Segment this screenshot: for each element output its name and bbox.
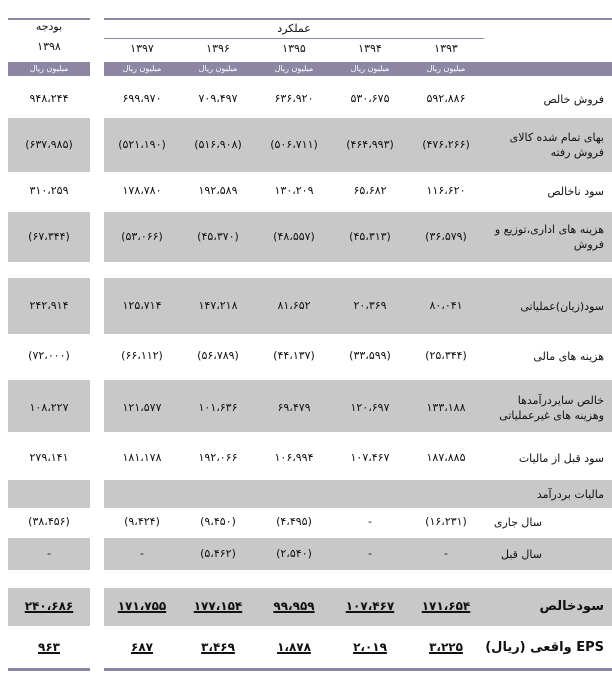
- cell: (۴،۴۹۵): [276, 515, 312, 528]
- cell: (۶۶،۱۱۲): [121, 349, 163, 362]
- cell: ۸۱،۶۵۲: [277, 299, 311, 312]
- performance-header-line: [104, 18, 612, 20]
- cell: ۵۳۰،۶۷۵: [350, 92, 390, 105]
- cell: (۵۱۶،۹۰۸): [194, 138, 242, 151]
- label-cogs: بهای تمام شده کالای فروش رفته: [509, 131, 604, 159]
- cell: (۴۴،۱۳۷): [273, 349, 315, 362]
- cell: -: [140, 547, 144, 560]
- cell: ۳،۲۲۵: [429, 640, 463, 654]
- cell: ۱،۸۷۸: [277, 640, 311, 654]
- bottom-line: [104, 668, 612, 671]
- cell: ۹۴۸،۲۴۴: [29, 92, 69, 105]
- unit-1394: میلیون ریال: [350, 64, 390, 73]
- unit-1393: میلیون ریال: [426, 64, 466, 73]
- cell: ۷۰۹،۴۹۷: [198, 92, 238, 105]
- cell: ۱۷۱،۶۵۴: [421, 599, 471, 613]
- cell: ۱۴۷،۲۱۸: [198, 299, 238, 312]
- cell: (۲،۵۴۰): [276, 547, 312, 560]
- cell: (۳۸،۴۵۶): [28, 515, 70, 528]
- label-prior-year: سال قبل: [501, 548, 542, 561]
- cell: ۱۰۷،۴۶۷: [350, 451, 390, 464]
- cell: ۲۷۹،۱۴۱: [29, 451, 69, 464]
- cell: ۶۸۷: [131, 640, 153, 654]
- cell: ۱۲۰،۶۹۷: [350, 401, 390, 414]
- cell: (۵۶،۷۸۹): [197, 349, 239, 362]
- cell: ۱۷۸،۷۸۰: [122, 184, 162, 197]
- cell: -: [368, 515, 372, 528]
- year-1393: ۱۳۹۳: [434, 42, 458, 55]
- label-operating-income: سود(زیان)عملیاتی: [520, 300, 604, 313]
- year-1396: ۱۳۹۶: [206, 42, 230, 55]
- cell: -: [368, 547, 372, 560]
- cell: ۱۳۰،۲۰۹: [274, 184, 314, 197]
- cell: (۹،۴۲۴): [124, 515, 160, 528]
- cell: ۱۳۳،۱۸۸: [426, 401, 466, 414]
- cell: ۳،۴۶۹: [201, 640, 235, 654]
- budget-year: ۱۳۹۸: [37, 40, 61, 53]
- cell: ۱۹۲،۵۸۹: [198, 184, 238, 197]
- unit-1397: میلیون ریال: [122, 64, 162, 73]
- cell: (۵،۴۶۲): [200, 547, 236, 560]
- label-finance-costs: هزینه های مالی: [533, 350, 604, 363]
- cell: ۱۱۶،۶۲۰: [426, 184, 466, 197]
- label-income-tax: مالیات بردرآمد: [536, 488, 604, 501]
- cell: ۶۹،۴۷۹: [277, 401, 311, 414]
- label-net-sales: فروش خالص: [543, 93, 604, 106]
- row-bg-tax: [104, 480, 612, 508]
- cell: (۲۵،۳۴۴): [425, 349, 467, 362]
- label-current-year: سال جاری: [493, 516, 542, 529]
- cell: ۹۶۳: [38, 640, 60, 654]
- cell: (۴۷۶،۲۶۶): [422, 138, 470, 151]
- cell: ۱۰۷،۴۶۷: [345, 599, 395, 613]
- label-profit-before-tax: سود قبل از مالیات: [518, 452, 604, 465]
- year-1397: ۱۳۹۷: [130, 42, 154, 55]
- year-1395: ۱۳۹۵: [282, 42, 306, 55]
- cell: ۱۰۶،۹۹۴: [274, 451, 314, 464]
- cell: (۶۷،۳۴۴): [28, 230, 70, 243]
- cell: (۷۲،۰۰۰): [28, 349, 70, 362]
- cell: ۱۹۲،۰۶۶: [198, 451, 238, 464]
- cell: (۳۶،۵۷۹): [425, 230, 467, 243]
- cell: ۱۲۵،۷۱۴: [122, 299, 162, 312]
- cell: (۳۳،۵۹۹): [349, 349, 391, 362]
- cell: ۹۹،۹۵۹: [273, 599, 315, 613]
- cell: ۲۴۲،۹۱۴: [29, 299, 69, 312]
- cell: ۱۲۱،۵۷۷: [122, 401, 162, 414]
- cell: ۶۹۹،۹۷۰: [122, 92, 162, 105]
- label-admin-expenses: هزینه های اداری،توزیع و فروش: [494, 223, 604, 251]
- cell: (۴۵،۳۷۰): [197, 230, 239, 243]
- year-1394: ۱۳۹۴: [358, 42, 382, 55]
- cell: (۶۳۷،۹۸۵): [25, 138, 73, 151]
- cell: (۹،۴۵۰): [200, 515, 236, 528]
- cell: ۱۸۷،۸۸۵: [426, 451, 466, 464]
- label-other-income: خالص سایردرآمدها وهزینه های غیرعملیاتی: [499, 394, 604, 422]
- cell: ۱۷۷،۱۵۴: [193, 599, 243, 613]
- cell: ۲،۰۱۹: [353, 640, 387, 654]
- cell: ۱۰۱،۶۳۶: [198, 401, 238, 414]
- cell: (۵۳،۰۶۶): [121, 230, 163, 243]
- cell: (۵۰۶،۷۱۱): [270, 138, 318, 151]
- cell: ۵۹۲،۸۸۶: [426, 92, 466, 105]
- cell: ۱۸۱،۱۷۸: [122, 451, 162, 464]
- label-eps: EPS واقعی (ریال): [485, 640, 604, 655]
- cell: (۴۵،۳۱۳): [349, 230, 391, 243]
- cell: ۲۰،۳۶۹: [353, 299, 387, 312]
- performance-sub-line: [104, 38, 484, 39]
- cell: -: [47, 547, 51, 560]
- unit-budget: میلیون ریال: [8, 62, 90, 76]
- cell: ۸۰،۰۴۱: [429, 299, 463, 312]
- cell: ۶۳۶،۹۲۰: [274, 92, 314, 105]
- cell: -: [444, 547, 448, 560]
- budget-label: بودجه: [35, 20, 63, 33]
- cell: (۵۲۱،۱۹۰): [118, 138, 166, 151]
- label-gross-profit: سود ناخالص: [547, 185, 604, 198]
- row-bg-tax-budget: [8, 480, 90, 508]
- unit-1395: میلیون ریال: [274, 64, 314, 73]
- cell: ۳۱۰،۲۵۹: [29, 184, 69, 197]
- performance-label: عملکرد: [277, 22, 311, 35]
- cell: ۲۴۰،۶۸۶: [24, 599, 74, 613]
- cell: ۱۰۸،۲۲۷: [29, 401, 69, 414]
- unit-1396: میلیون ریال: [198, 64, 238, 73]
- cell: ۶۵،۶۸۲: [353, 184, 387, 197]
- cell: (۴۶۴،۹۹۳): [346, 138, 394, 151]
- cell: ۱۷۱،۷۵۵: [117, 599, 167, 613]
- label-net-income: سودخالص: [539, 599, 604, 614]
- bottom-line-budget: [8, 668, 90, 671]
- cell: (۴۸،۵۵۷): [273, 230, 315, 243]
- cell: (۱۶،۲۳۱): [425, 515, 467, 528]
